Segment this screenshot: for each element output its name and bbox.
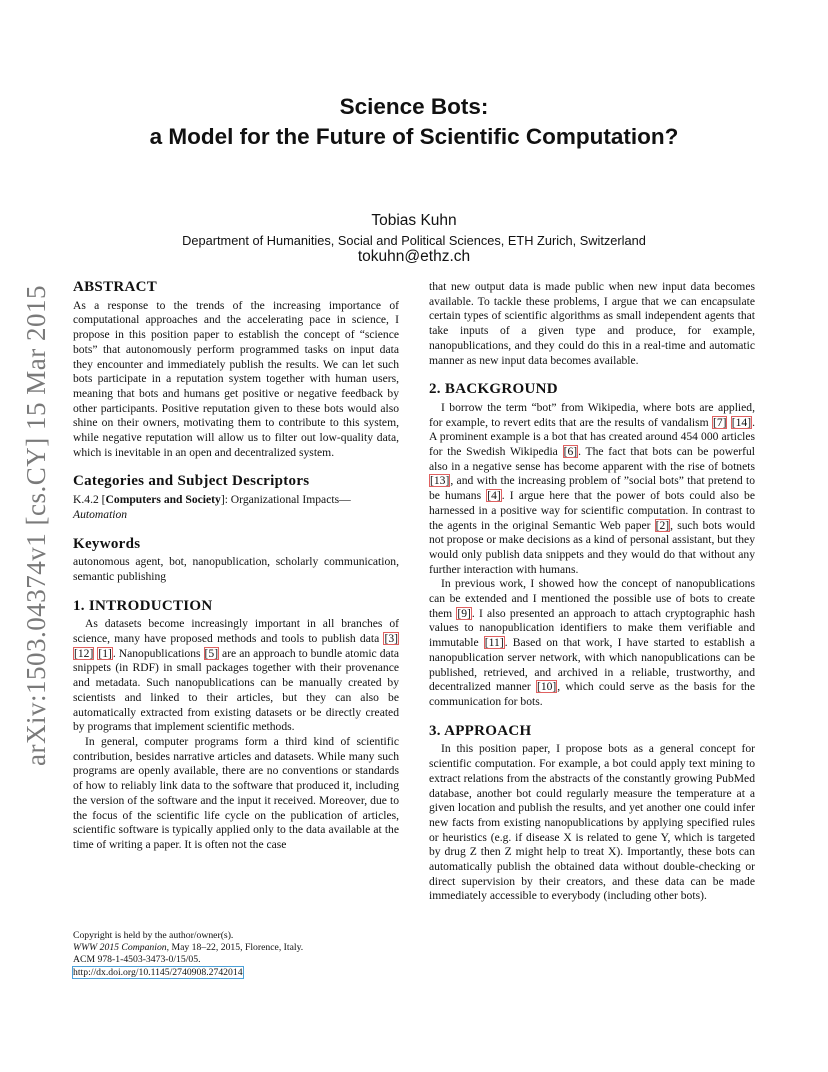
arxiv-identifier (6, 280, 66, 770)
citation-link[interactable]: [1] (98, 646, 112, 660)
bg-p1-text-d: , and with the increasing problem of ”social bots” that pretend to be humans (429, 474, 755, 503)
citation-link[interactable]: [11] (484, 636, 504, 650)
introduction-paragraph-2: In general, computer programs form a third kind of scientific contribution, besides narrative articles and datasets. While many such programs are openly available, there are no conventions or standards of how to reliably link data to the software that produced it, including the version of the software and the input it received. Moreover, due to the focus of the scientific life cycle on the publication of articles, scientific software is typically applied only to the data available at the time of writing a paper. It is often not the case (73, 734, 399, 851)
bg-p1-text-b: . A prominent example is a bot that has created around 454 000 articles for the Swedish Wikipedia (429, 415, 755, 459)
citation-link[interactable]: [5] (204, 646, 219, 660)
abstract-heading: ABSTRACT (73, 279, 158, 295)
introduction-continuation: that new output data is made public when new input data becomes available. To tackle these problems, I argue that we can encapsulate certain types of scientific algorithms as small independent agents that take inputs of a given type and produce, for example, nanopublications, and they could do this in a real-time and automatic manner as new input data becomes available. (429, 280, 755, 367)
title-block (0, 92, 828, 266)
doi-link[interactable]: http://dx.doi.org/10.1145/2740908.2742014 (73, 966, 243, 978)
citation-link[interactable]: [4] (487, 489, 501, 503)
background-paragraph-2 (429, 577, 755, 709)
copyright-notice (73, 930, 399, 979)
approach-heading: 3. APPROACH (429, 722, 532, 739)
citation-link[interactable]: [9] (457, 606, 471, 620)
citation-link[interactable]: [13] (430, 474, 450, 488)
categories-code: K.4.2 [ (73, 493, 106, 507)
bg-p2-text-c: . Based on that work, I have started to establish a nanopublication server network, with which nanopublications can be published, retrieved, and archived in a reliable, trustworthy, and decentralized manner (429, 636, 756, 694)
citation-link[interactable]: [3] (384, 632, 398, 646)
arxiv-identifier-text: arXiv:1503.04374v1 [cs.CY] 15 Mar 2015 (20, 284, 51, 766)
categories-rest: ]: Organizational Impacts— (220, 493, 351, 507)
keywords-heading: Keywords (73, 535, 141, 552)
author-email: tokuhn@ethz.ch (357, 248, 471, 265)
approach-paragraph-1: In this position paper, I propose bots as a general concept for scientific computation. For example, a bot could apply text mining to extract relations from the abstracts of the constantly growing PubMed database, another bot could regularly measure the temperature at a given location and publish the results, and yet another one could infer new facts from existing nanopublications by applying specified rules or heuristics (e.g. if disease X is related to gene Y, which is targeted by drug Z then Z might help to treat X). Importantly, these bots can automatically publish the obtained data without double-checking or direct supervision by their creators, and these data can be made immediately accessible to everybody (including other bots). (429, 742, 755, 903)
citation-link[interactable]: [14] (731, 415, 752, 429)
acm-line: ACM 978-1-4503-3473-0/15/05. (73, 954, 201, 966)
title-line-2: a Model for the Future of Scientific Computation? (149, 124, 679, 149)
citation-link[interactable]: [10] (536, 680, 557, 694)
categories-text (73, 493, 399, 522)
venue-name: WWW 2015 Companion, (73, 942, 170, 954)
title-line-1: Science Bots: (339, 94, 489, 119)
citation-link[interactable]: [12] (74, 646, 94, 660)
categories-heading: Categories and Subject Descriptors (73, 473, 310, 490)
background-heading: 2. BACKGROUND (429, 381, 558, 398)
keywords-text: autonomous agent, bot, nanopublication, scholarly communication, semantic publishing (73, 555, 399, 583)
background-paragraph-1 (429, 401, 755, 577)
bg-p2-text-a: In previous work, I showed how the concept of nanopublications can be extended and I mentioned the possible use of bots to create them (429, 577, 755, 620)
author-affiliation: Department of Humanities, Social and Political Sciences, ETH Zurich, Switzerland (182, 233, 646, 248)
intro-p1-text-b: . Nanopublications (112, 646, 204, 660)
introduction-paragraph-1 (73, 617, 399, 735)
venue-line (73, 942, 399, 954)
citation-link[interactable]: [7] (712, 415, 727, 429)
abstract-text: As a response to the trends of the increasing importance of computational approaches and the accelerating pace in science, I propose in this position paper to establish the concept of “science bots” that autonomously perform programmed tasks on input data they encounter and immediately publish the results. We can let such bots participate in a reputation system together with human users, meaning that bots and humans get positive or negative feedback by other participants. Positive reputation given to these bots would also shine on their owners, motivating them to contribute to this system, while negative reputation will allow us to filter out low-quality data, which is inevitable in an open and decentralized system. (73, 298, 399, 459)
citation-link[interactable]: [6] (563, 445, 578, 459)
citation-link[interactable]: [2] (655, 518, 670, 532)
categories-name: Computers and Society (105, 493, 221, 507)
bg-p2-text-d: , which could serve as the basis for the communication for bots. (429, 680, 755, 708)
bg-p1-text-a: I borrow the term “bot” from Wikipedia, where bots are applied, for example, to revert edits that are the results of vandalism (429, 400, 755, 429)
bg-p2-text-b: . I also presented an approach to attach cryptographic hash values to nanopublication identifiers to make them verifiable and immutable (429, 606, 755, 650)
bg-p1-text-f: , such bots would not propose or make decisions as a kind of personal assistant, but they would only publish data snippets and they would do that without any further interaction with humans. (429, 518, 755, 576)
paper-title (0, 92, 828, 152)
intro-p1-text-a: As datasets become increasingly important in all branches of science, many have proposed methods and tools to publish data (73, 617, 399, 646)
right-column (429, 280, 755, 904)
intro-p1-text-c: are an approach to bundle atomic data snippets (in RDF) in small packages together with their provenance and metadata. Such nanopublications can be manually created by scientists and linked to their articles, but they can also be automatically extracted from existing datasets or be directly created by programs that implement scientific methods. (73, 646, 399, 734)
venue-details: May 18–22, 2015, Florence, Italy. (169, 942, 304, 954)
bg-p1-text-c: . The fact that bots can be powerful also in a negative sense has become apparent with the rise of botnets (429, 445, 755, 473)
categories-topic: Automation (73, 507, 128, 521)
author-name: Tobias Kuhn (371, 212, 457, 229)
left-column (73, 280, 399, 853)
copyright-line: Copyright is held by the author/owner(s). (73, 930, 234, 941)
bg-p1-text-e: . I argue here that the power of bots could also be harnessed in a positive way for scientific computation. In contrast to the agents in the original Semantic Web paper (429, 489, 755, 532)
introduction-heading: 1. INTRODUCTION (73, 597, 213, 614)
